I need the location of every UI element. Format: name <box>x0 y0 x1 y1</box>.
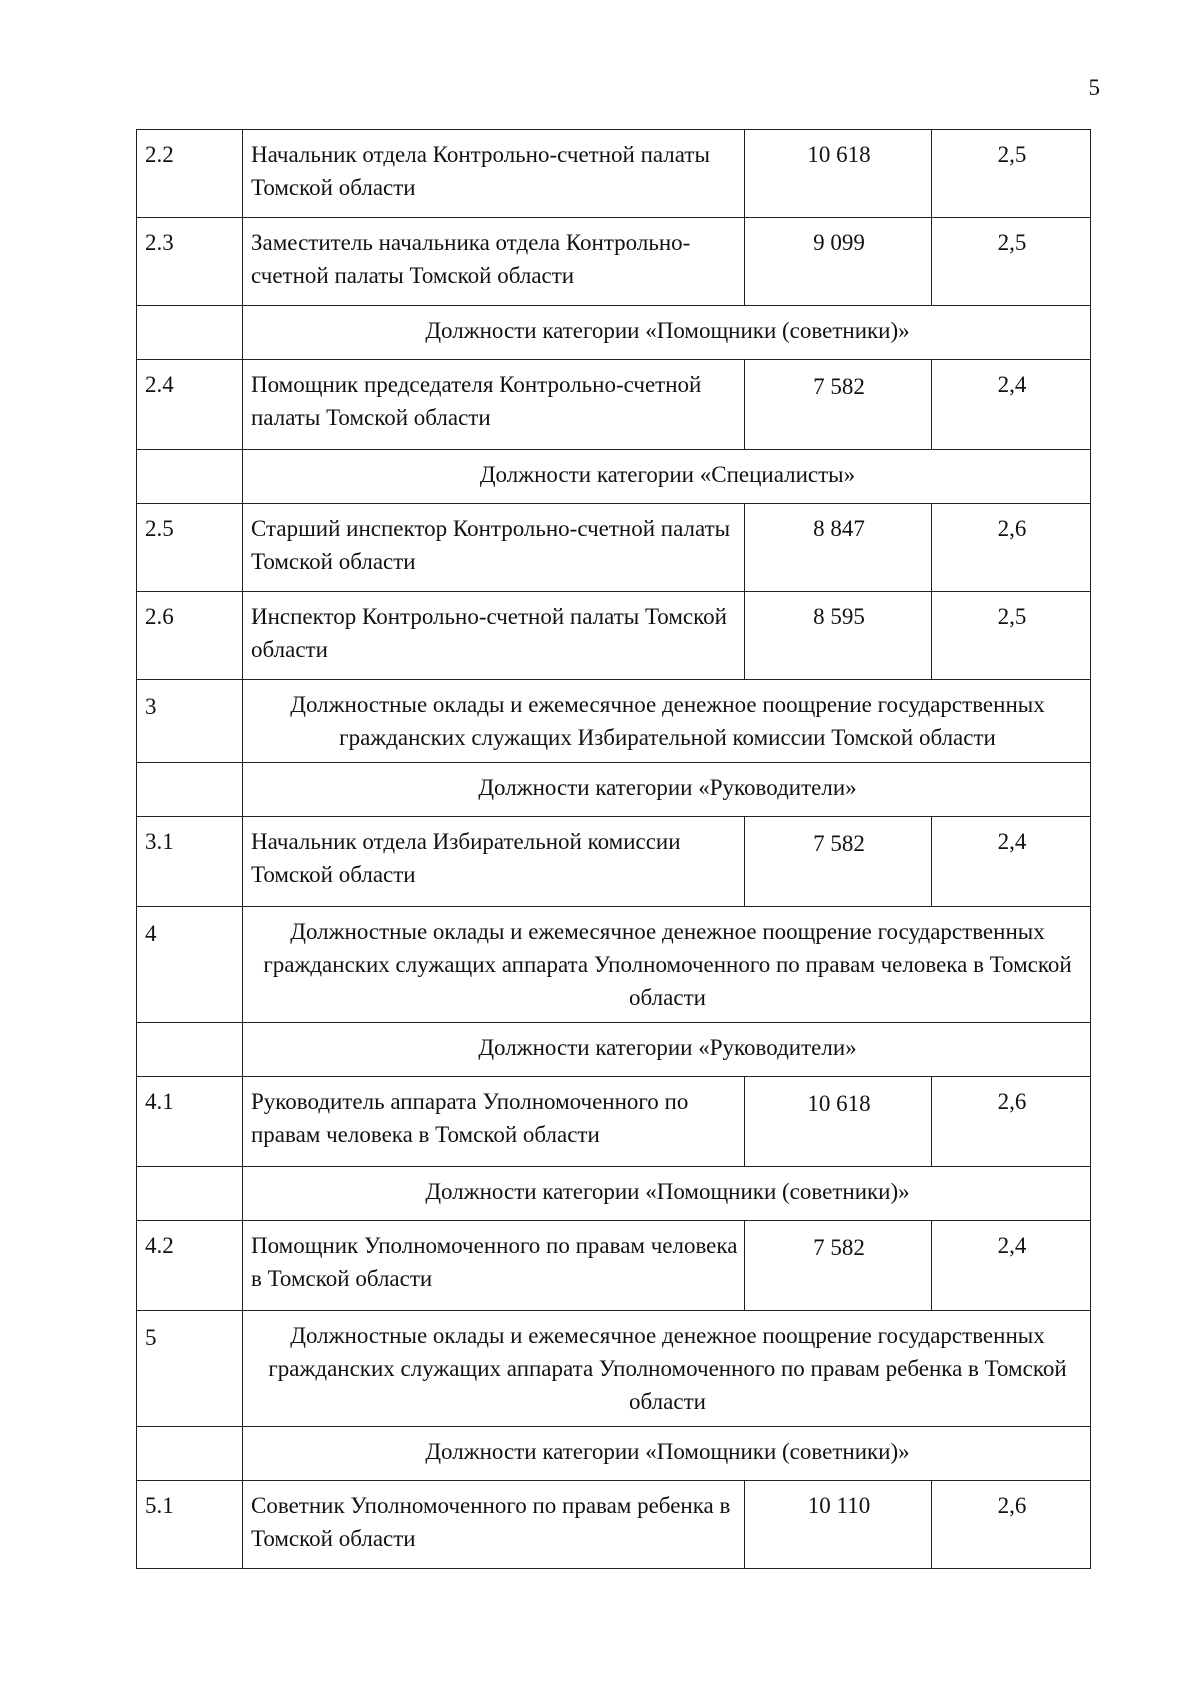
salary-value: 10 618 <box>745 130 932 218</box>
category-row <box>137 1023 1091 1077</box>
table-row <box>137 817 1091 907</box>
coefficient-value: 2,4 <box>932 360 1091 450</box>
position-title: Старший инспектор Контрольно-счетной палаты Томской области <box>243 504 745 592</box>
position-title: Инспектор Контрольно-счетной палаты Томской области <box>243 592 745 680</box>
salary-value: 7 582 <box>745 360 932 450</box>
position-title: Начальник отдела Контрольно-счетной палаты Томской области <box>243 130 745 218</box>
section-title: Должностные оклады и ежемесячное денежное поощрение государственных гражданских служащих аппарата Уполномоченного по правам ребенка в Томской области <box>243 1311 1091 1427</box>
coefficient-value: 2,5 <box>932 218 1091 306</box>
category-label: Должности категории «Помощники (советники)» <box>243 306 1091 360</box>
category-label: Должности категории «Специалисты» <box>243 450 1091 504</box>
coefficient-value: 2,4 <box>932 1221 1091 1311</box>
coefficient-value: 2,6 <box>932 1077 1091 1167</box>
section-title: Должностные оклады и ежемесячное денежное поощрение государственных гражданских служащих аппарата Уполномоченного по правам человека в Томской области <box>243 907 1091 1023</box>
coefficient-value: 2,6 <box>932 1481 1091 1569</box>
position-title: Заместитель начальника отдела Контрольно-счетной палаты Томской области <box>243 218 745 306</box>
empty-cell <box>137 1167 243 1221</box>
section-row <box>137 680 1091 763</box>
category-row <box>137 1167 1091 1221</box>
empty-cell <box>137 306 243 360</box>
position-title: Помощник Уполномоченного по правам человека в Томской области <box>243 1221 745 1311</box>
table-row <box>137 1481 1091 1569</box>
category-row <box>137 450 1091 504</box>
empty-cell <box>137 450 243 504</box>
coefficient-value: 2,6 <box>932 504 1091 592</box>
table-row <box>137 360 1091 450</box>
table-row <box>137 218 1091 306</box>
section-number: 3 <box>137 680 243 763</box>
category-row <box>137 1427 1091 1481</box>
empty-cell <box>137 763 243 817</box>
table-row <box>137 130 1091 218</box>
table-row <box>137 1221 1091 1311</box>
category-label: Должности категории «Руководители» <box>243 1023 1091 1077</box>
table-row <box>137 592 1091 680</box>
page-number: 5 <box>1088 75 1100 100</box>
salary-table <box>136 129 1091 1569</box>
salary-value: 10 618 <box>745 1077 932 1167</box>
section-title: Должностные оклады и ежемесячное денежное поощрение государственных гражданских служащих Избирательной комиссии Томской области <box>243 680 1091 763</box>
row-number: 4.2 <box>137 1221 243 1311</box>
salary-value: 7 582 <box>745 817 932 907</box>
row-number: 2.5 <box>137 504 243 592</box>
coefficient-value: 2,5 <box>932 592 1091 680</box>
salary-value: 10 110 <box>745 1481 932 1569</box>
coefficient-value: 2,4 <box>932 817 1091 907</box>
position-title: Начальник отдела Избирательной комиссии Томской области <box>243 817 745 907</box>
row-number: 5.1 <box>137 1481 243 1569</box>
empty-cell <box>137 1427 243 1481</box>
section-number: 5 <box>137 1311 243 1427</box>
row-number: 2.6 <box>137 592 243 680</box>
row-number: 2.2 <box>137 130 243 218</box>
salary-value: 8 595 <box>745 592 932 680</box>
table-row <box>137 1077 1091 1167</box>
position-title: Советник Уполномоченного по правам ребенка в Томской области <box>243 1481 745 1569</box>
row-number: 2.3 <box>137 218 243 306</box>
table-row <box>137 504 1091 592</box>
section-row <box>137 1311 1091 1427</box>
category-label: Должности категории «Помощники (советники)» <box>243 1427 1091 1481</box>
category-row <box>137 763 1091 817</box>
row-number: 3.1 <box>137 817 243 907</box>
category-label: Должности категории «Помощники (советники)» <box>243 1167 1091 1221</box>
row-number: 4.1 <box>137 1077 243 1167</box>
category-row <box>137 306 1091 360</box>
section-number: 4 <box>137 907 243 1023</box>
category-label: Должности категории «Руководители» <box>243 763 1091 817</box>
coefficient-value: 2,5 <box>932 130 1091 218</box>
salary-value: 8 847 <box>745 504 932 592</box>
empty-cell <box>137 1023 243 1077</box>
position-title: Помощник председателя Контрольно-счетной палаты Томской области <box>243 360 745 450</box>
section-row <box>137 907 1091 1023</box>
salary-value: 9 099 <box>745 218 932 306</box>
position-title: Руководитель аппарата Уполномоченного по правам человека в Томской области <box>243 1077 745 1167</box>
row-number: 2.4 <box>137 360 243 450</box>
salary-value: 7 582 <box>745 1221 932 1311</box>
